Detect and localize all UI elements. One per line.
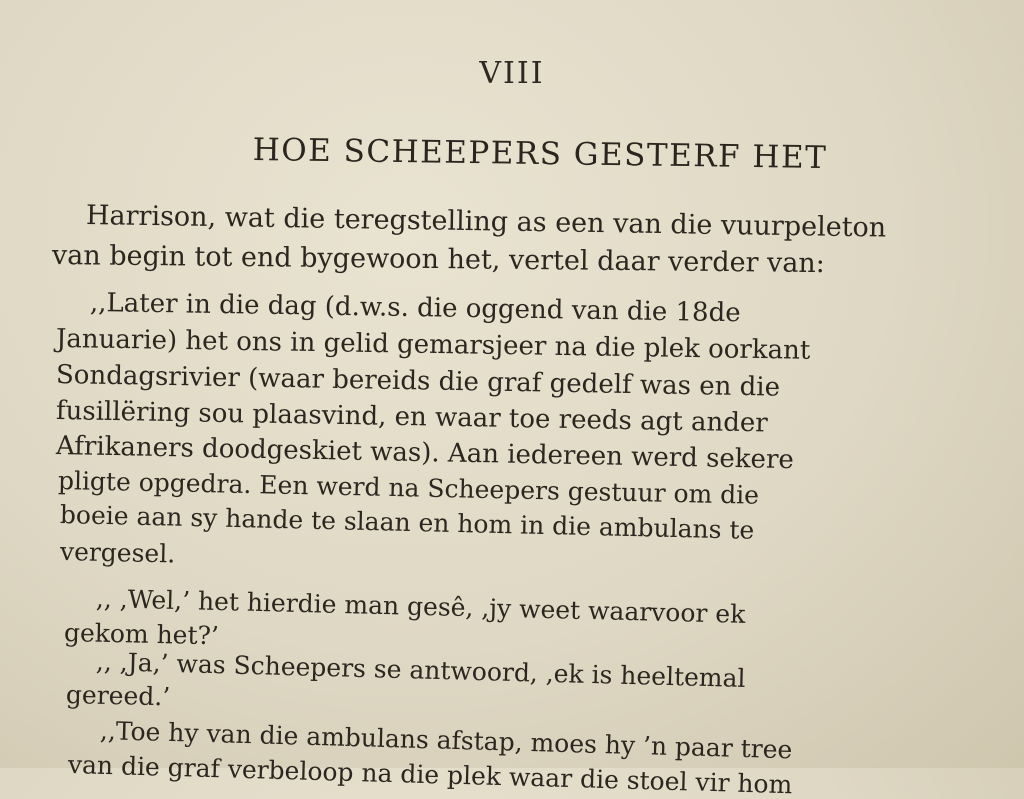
text-line: van begin tot end bygewoon het, vertel daar verder van: xyxy=(51,240,826,280)
text-line: ,, ,Wel,’ het hierdie man gesê, ,jy weet waarvoor ek xyxy=(95,584,746,629)
text-line: Harrison, wat die teregstelling as een van die vuurpeleton xyxy=(85,200,887,244)
text-line: pligte opgedra. Een werd na Scheepers gestuur om die xyxy=(57,466,760,510)
text-line: ,,Later in die dag (d.w.s. die oggend van die 18de xyxy=(89,288,741,329)
chapter-number: VIII xyxy=(479,56,545,91)
text-line: ,,Toe hy van die ambulans afstap, moes hy ’n paar tree xyxy=(99,716,793,765)
text-line: Afrikaners doodgeskiet was). Aan iedereen werd sekere xyxy=(55,431,795,476)
text-line: Sondagsrivier (waar bereids die graf gedelf was en die xyxy=(55,360,781,403)
text-line: gekom het?’ xyxy=(63,618,220,651)
text-line: gereed.’ xyxy=(65,680,171,712)
text-line: fusillëring sou plaasvind, en waar toe reeds agt ander xyxy=(55,396,768,439)
text-line: van die graf verbeloop na die plek waar die stoel vir hom xyxy=(67,750,793,799)
text-line: boeie aan sy hande te slaan en hom in die ambulans te xyxy=(59,500,755,545)
text-line: ,, ,Ja,’ was Scheepers se antwoord, ,ek is heeltemal xyxy=(95,647,746,694)
text-line: Januarie) het ons in gelid gemarsjeer na die plek oorkant xyxy=(55,324,811,366)
text-line: vergesel. xyxy=(59,537,176,569)
chapter-title: HOE SCHEEPERS GESTERF HET xyxy=(252,131,828,177)
